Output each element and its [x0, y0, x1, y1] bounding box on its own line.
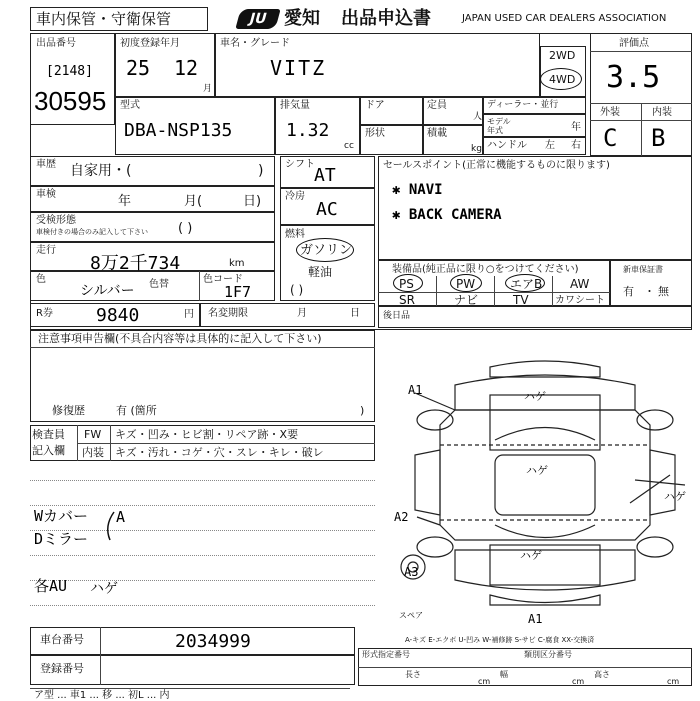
dealer-label: ディーラー・並行 — [487, 100, 559, 110]
drive-4wd-circle — [540, 68, 582, 90]
fuel-paren: ( ) — [290, 283, 304, 297]
equip-sr: SR — [399, 293, 415, 307]
score-divider-1 — [590, 51, 692, 52]
equip-ps: PS — [399, 277, 414, 291]
inspection-form-note: 車検付きの場合のみ記入して下さい — [36, 228, 148, 236]
spec-label-2: 類別区分番号 — [524, 650, 572, 659]
equip-tv: TV — [513, 293, 529, 307]
warranty-label: 新車保証書 — [623, 265, 663, 274]
score-label: 評価点 — [619, 38, 649, 49]
aftermarket-box — [378, 306, 692, 328]
region-label: 愛知 — [284, 8, 320, 29]
inspection-year: 年 — [118, 194, 132, 209]
name-change-month: 月 — [297, 308, 307, 319]
fuel-other: 軽油 — [308, 265, 333, 279]
warranty-dot: ・ — [644, 285, 655, 298]
warranty-no: 無 — [658, 285, 669, 298]
inspection-form-paren: ( ) — [178, 221, 193, 236]
diagram-label-a1-bottom: A1 — [528, 612, 543, 626]
capacity-label: 定員 — [427, 100, 447, 111]
equip-v1 — [436, 276, 437, 306]
history-value: 自家用・( — [70, 163, 132, 179]
association-name: JAPAN USED CAR DEALERS ASSOCIATION — [462, 13, 667, 24]
equipment-label: 装備品(純正品に限り○をつけてください) — [392, 264, 579, 275]
note-line-5 — [30, 580, 375, 581]
selling-point-2: ✱ BACK CAMERA — [392, 207, 502, 223]
diagram-label-hage-1: ハゲ — [524, 390, 546, 403]
score-divider-3 — [590, 120, 692, 121]
spec-label-1: 形式指定番号 — [362, 650, 410, 659]
diagram-label-hage-4: ハゲ — [520, 549, 542, 562]
equip-navi: ナビ — [454, 293, 479, 307]
lot-sub-number: [2148] — [46, 64, 93, 79]
lot-number: 30595 — [34, 86, 107, 116]
model-name-label: 車名・グレード — [220, 38, 290, 49]
type-code-value: DBA-NSP135 — [124, 120, 233, 141]
inspection-box — [30, 186, 275, 212]
chassis-divider — [100, 627, 101, 655]
mileage-value: 8万2千734 — [90, 253, 181, 274]
load-label: 積載 — [427, 128, 447, 139]
equip-pw-circle — [450, 274, 482, 292]
spec-width-unit: cm — [572, 677, 585, 686]
registration-label: 初度登録年月 — [120, 38, 180, 49]
form-title: 出品申込書 — [341, 8, 431, 29]
displacement-label: 排気量 — [280, 100, 310, 111]
note-2: Dミラー — [34, 530, 89, 548]
equip-airbag-circle — [505, 274, 545, 292]
repair-close: ) — [360, 404, 365, 417]
footer-text: ア型 ... 車1 ... 移 ... 初L ... 内 — [34, 690, 170, 701]
repair-value: 有 (箇所 — [116, 404, 157, 417]
storage-label: 車内保管・守衛保管 — [36, 10, 172, 28]
checker-label-1: 検査員 — [32, 428, 65, 441]
mileage-label: 走行 — [36, 245, 56, 256]
equip-seat: カワシート — [555, 295, 605, 306]
repair-label: 修復歴 — [52, 404, 85, 417]
handle-right: 右 — [571, 140, 581, 151]
notes-label: 注意事項申告欄(不具合内容等は具体的に記入して下さい) — [38, 332, 322, 345]
equip-v2 — [494, 276, 495, 306]
inspection-form-label: 受検形態 — [36, 215, 76, 226]
spec-width: 幅 — [500, 670, 508, 679]
registration-month: 12 — [174, 56, 199, 80]
color-code-value: 1F7 — [224, 283, 252, 301]
name-change-day: 日 — [350, 308, 360, 319]
note-3: A — [116, 508, 126, 526]
history-close: ) — [258, 163, 264, 179]
note-line-4 — [30, 555, 375, 556]
inspection-month: 月( — [184, 194, 203, 209]
diagram-label-hage-3: ハゲ — [664, 490, 686, 503]
checker-h — [77, 443, 375, 444]
r-ticket-value: 9840 — [96, 305, 140, 326]
color-divider — [199, 271, 200, 301]
shift-label: シフト — [285, 159, 315, 170]
handle-left: 左 — [545, 140, 555, 151]
equip-aw: AW — [570, 277, 590, 291]
fuel-label: 燃料 — [285, 229, 305, 240]
note-5: ハゲ — [90, 581, 118, 597]
lot-label: 出品番号 — [36, 38, 76, 49]
fuel-selected: ガソリン — [300, 243, 353, 258]
checker-label-2: 記入欄 — [32, 444, 65, 457]
diagram-label-hage-2: ハゲ — [526, 464, 548, 477]
diagram-label-a3: A3 — [404, 565, 419, 579]
score-divider-v — [641, 103, 642, 156]
load-unit: kg — [471, 144, 482, 154]
spec-length: 長さ — [405, 670, 421, 679]
aircon-value: AC — [316, 199, 338, 220]
spec-length-unit: cm — [478, 677, 491, 686]
r-ticket-label: R券 — [36, 308, 53, 319]
interior-label: 内装 — [652, 107, 672, 118]
warranty-yes: 有 — [623, 285, 634, 298]
model-name-value: VITZ — [270, 56, 327, 80]
diagram-label-a1-top: A1 — [408, 383, 423, 397]
model-year-unit: 年 — [571, 122, 581, 133]
interior-score: B — [651, 124, 666, 152]
spec-height: 高さ — [594, 670, 610, 679]
inspection-label: 車検 — [36, 189, 56, 200]
door-label: ドア — [365, 100, 385, 111]
spec-height-unit: cm — [667, 677, 680, 686]
color-value: シルバー — [80, 283, 135, 299]
selling-point-1: ✱ NAVI — [392, 182, 443, 198]
selling-points-label: セールスポイント(正常に機能するものに限ります) — [383, 160, 610, 171]
aftermarket-label: 後日品 — [383, 311, 411, 321]
shape-label: 形状 — [365, 128, 385, 139]
model-year-label: モデル年式 — [487, 117, 511, 135]
checker-row1: キズ・凹み・ヒビ割・リペア跡・X要 — [115, 428, 299, 441]
color-change-label: 色替 — [149, 279, 169, 290]
damage-legend: A-キズ E-エクボ U-凹み W-補修跡 S-サビ C-腐食 XX-交換済 — [405, 636, 595, 644]
equip-v3 — [552, 276, 553, 306]
r-ticket-unit: 円 — [184, 309, 194, 320]
registration-month-unit: 月 — [203, 84, 213, 94]
drive-2wd: 2WD — [549, 49, 576, 62]
history-label: 車歴 — [36, 159, 56, 170]
exterior-score: C — [603, 124, 618, 152]
note-line-6 — [30, 605, 375, 606]
aircon-label: 冷房 — [285, 191, 305, 202]
note-4: 各AU — [34, 577, 68, 595]
exterior-label: 外装 — [600, 107, 620, 118]
chassis-label: 車台番号 — [40, 633, 84, 646]
drive-4wd: 4WD — [549, 73, 576, 86]
displacement-unit: cc — [344, 141, 354, 151]
type-code-label: 型式 — [120, 100, 140, 111]
equip-airbag: エアB — [510, 277, 543, 291]
diagram-label-a2: A2 — [394, 510, 409, 524]
footer-line — [30, 688, 350, 689]
history-box — [30, 156, 275, 186]
checker-interior: 内装 — [82, 446, 104, 459]
mileage-unit: km — [229, 258, 245, 269]
capacity-unit: 人 — [473, 112, 483, 122]
shift-value: AT — [314, 165, 336, 186]
color-label: 色 — [36, 274, 46, 285]
checker-row2: キズ・汚れ・コゲ・穴・スレ・キレ・破レ — [115, 446, 324, 459]
notes-divider — [30, 347, 375, 348]
spec-h — [358, 667, 692, 668]
equip-ps-circle — [393, 274, 423, 292]
chassis-value: 2034999 — [175, 631, 251, 652]
score-value: 3.5 — [606, 60, 661, 95]
note-1: Wカバー — [34, 507, 89, 525]
ju-logo: JU — [235, 9, 280, 29]
plate-divider — [100, 655, 101, 685]
registration-year: 25 — [126, 56, 151, 80]
inspection-day: 日) — [243, 194, 262, 209]
fuel-circle — [296, 238, 354, 262]
spare-label: スペア — [399, 611, 423, 620]
checker-fw: FW — [84, 428, 102, 441]
handle-label: ハンドル — [487, 140, 527, 151]
name-change-label: 名変期限 — [208, 308, 248, 319]
note-line-1 — [30, 480, 375, 481]
plate-label: 登録番号 — [40, 662, 84, 675]
equip-pw: PW — [456, 277, 476, 291]
note-bracket — [100, 510, 120, 545]
displacement-value: 1.32 — [286, 120, 330, 141]
color-code-label: 色コード — [203, 274, 243, 285]
